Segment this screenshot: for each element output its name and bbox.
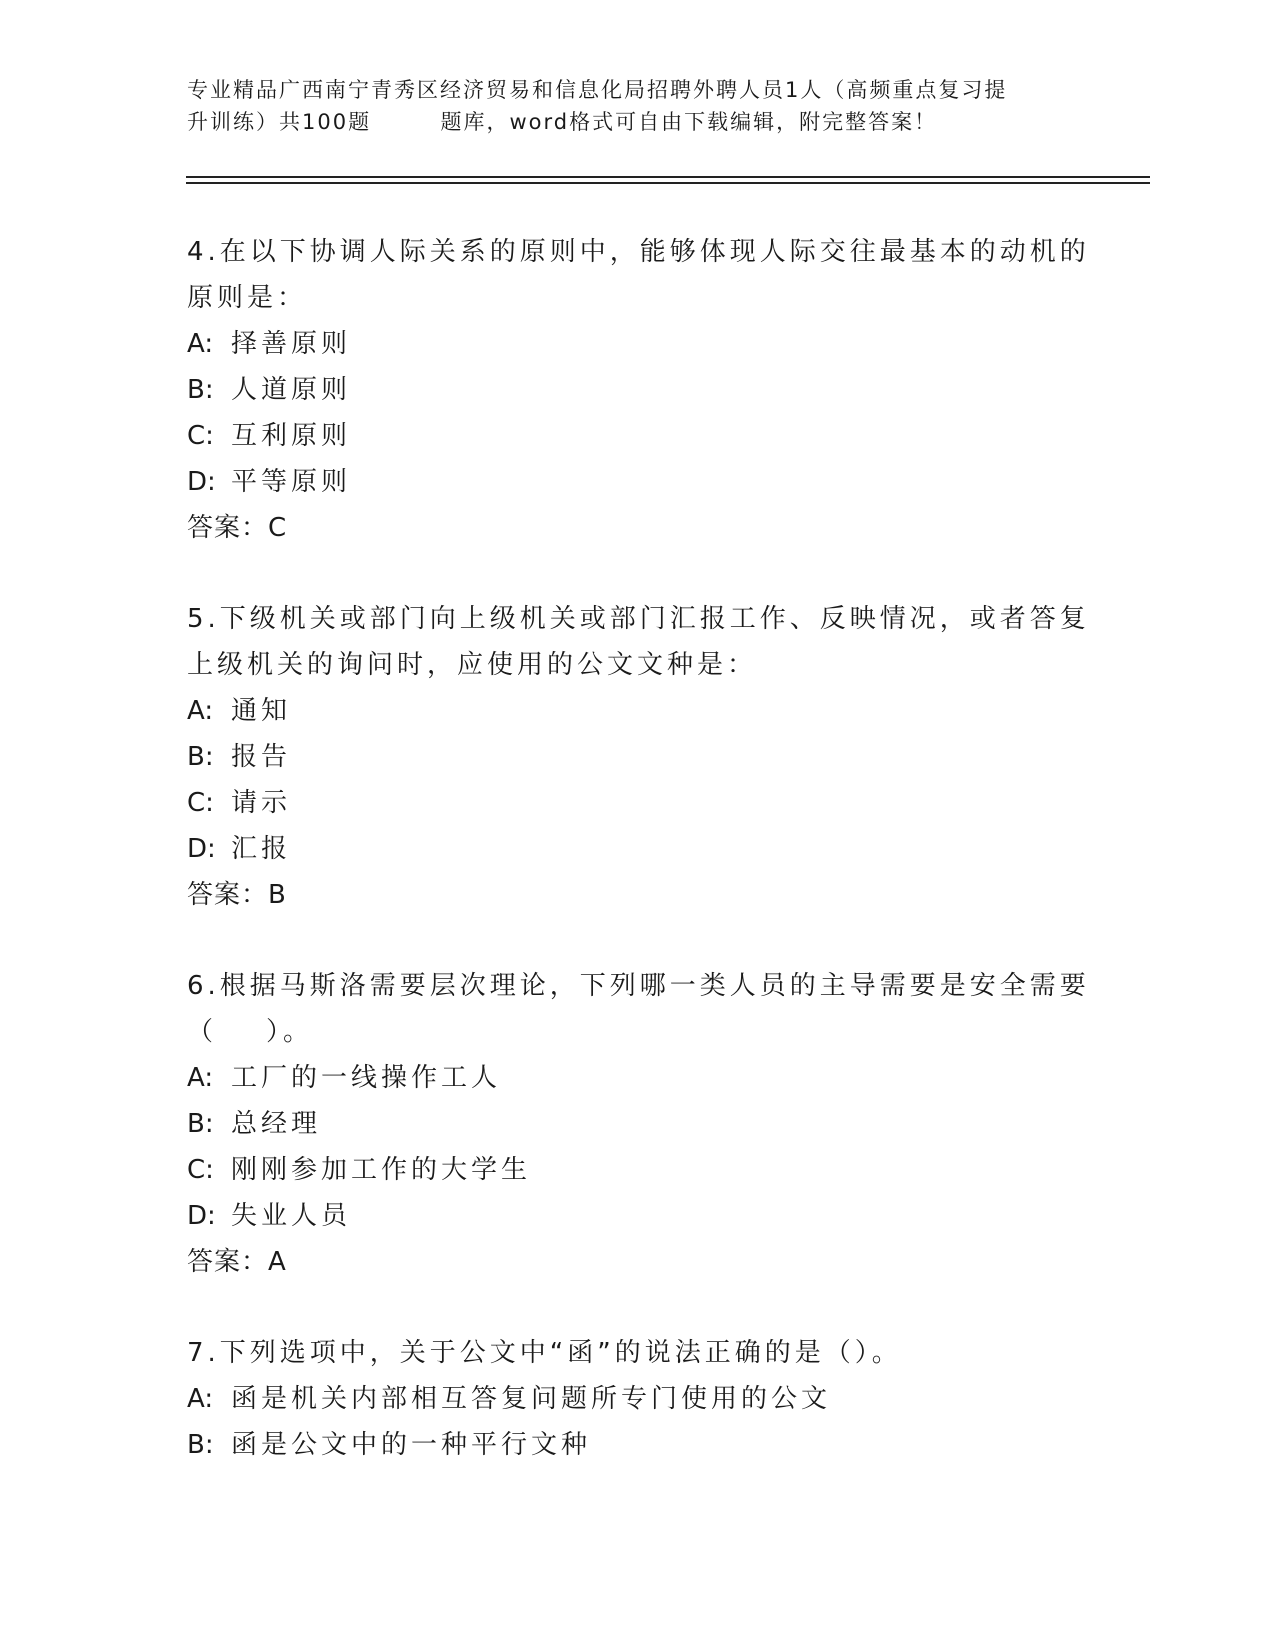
option-d — [187, 1193, 1087, 1239]
option-b — [187, 1422, 1087, 1468]
option-key: B: — [187, 1430, 214, 1460]
option-key: D: — [187, 467, 216, 497]
option-text: 报告 — [231, 742, 292, 772]
option-key: D: — [187, 1201, 216, 1231]
option-key: B: — [187, 375, 214, 405]
question-stem-line: （ ）。 — [187, 1017, 314, 1047]
option-a — [187, 688, 1087, 734]
header-divider-top — [186, 176, 1150, 178]
question-stem-line: 7.下列选项中，关于公文中“函”的说法正确的是（）。 — [187, 1338, 902, 1368]
answer-line: 答案：B — [187, 880, 287, 910]
header-title-line-2: 升训练）共100题 题库，word格式可自由下载编辑，附完整答案！ — [187, 110, 938, 134]
question-stem-line: 原则是： — [187, 283, 308, 313]
option-a — [187, 1055, 1087, 1101]
option-key: A: — [187, 1063, 214, 1093]
option-key: C: — [187, 788, 214, 818]
question-stem-line: 6.根据马斯洛需要层次理论，下列哪一类人员的主导需要是安全需要 — [187, 971, 1090, 1001]
question-5 — [187, 596, 1090, 918]
option-d — [187, 826, 1087, 872]
option-text: 请示 — [231, 788, 292, 818]
question-stem-line: 上级机关的询问时，应使用的公文文种是： — [187, 650, 758, 680]
option-key: B: — [187, 742, 214, 772]
header-title-line-1: 专业精品广西南宁青秀区经济贸易和信息化局招聘外聘人员1人（高频重点复习提 — [187, 78, 1008, 102]
header-divider-bottom — [186, 182, 1150, 184]
question-stem-line: 4.在以下协调人际关系的原则中，能够体现人际交往最基本的动机的 — [187, 237, 1090, 267]
option-text: 通知 — [231, 696, 292, 726]
option-text: 刚刚参加工作的大学生 — [231, 1155, 532, 1185]
option-b — [187, 1101, 1087, 1147]
option-key: D: — [187, 834, 216, 864]
option-text: 函是机关内部相互答复问题所专门使用的公文 — [231, 1384, 832, 1414]
option-a — [187, 1376, 1087, 1422]
question-4 — [187, 229, 1090, 551]
option-a — [187, 321, 1087, 367]
option-text: 汇报 — [231, 834, 292, 864]
option-key: A: — [187, 329, 214, 359]
option-key: C: — [187, 1155, 214, 1185]
option-key: A: — [187, 696, 214, 726]
option-text: 函是公文中的一种平行文种 — [231, 1430, 592, 1460]
option-text: 总经理 — [231, 1109, 322, 1139]
option-text: 失业人员 — [231, 1201, 352, 1231]
option-c — [187, 1147, 1087, 1193]
option-text: 工厂的一线操作工人 — [231, 1063, 502, 1093]
option-key: A: — [187, 1384, 214, 1414]
question-stem-line: 5.下级机关或部门向上级机关或部门汇报工作、反映情况，或者答复 — [187, 604, 1090, 634]
option-text: 人道原则 — [231, 375, 352, 405]
option-key: B: — [187, 1109, 214, 1139]
answer-line: 答案：A — [187, 1247, 287, 1277]
option-c — [187, 780, 1087, 826]
option-c — [187, 413, 1087, 459]
answer-line: 答案：C — [187, 513, 288, 543]
question-6 — [187, 963, 1090, 1285]
document-header — [187, 74, 1087, 138]
option-d — [187, 459, 1087, 505]
option-text: 互利原则 — [231, 421, 352, 451]
option-key: C: — [187, 421, 214, 451]
option-b — [187, 367, 1087, 413]
question-7 — [187, 1330, 1087, 1468]
option-text: 择善原则 — [231, 329, 352, 359]
option-text: 平等原则 — [231, 467, 352, 497]
option-b — [187, 734, 1087, 780]
